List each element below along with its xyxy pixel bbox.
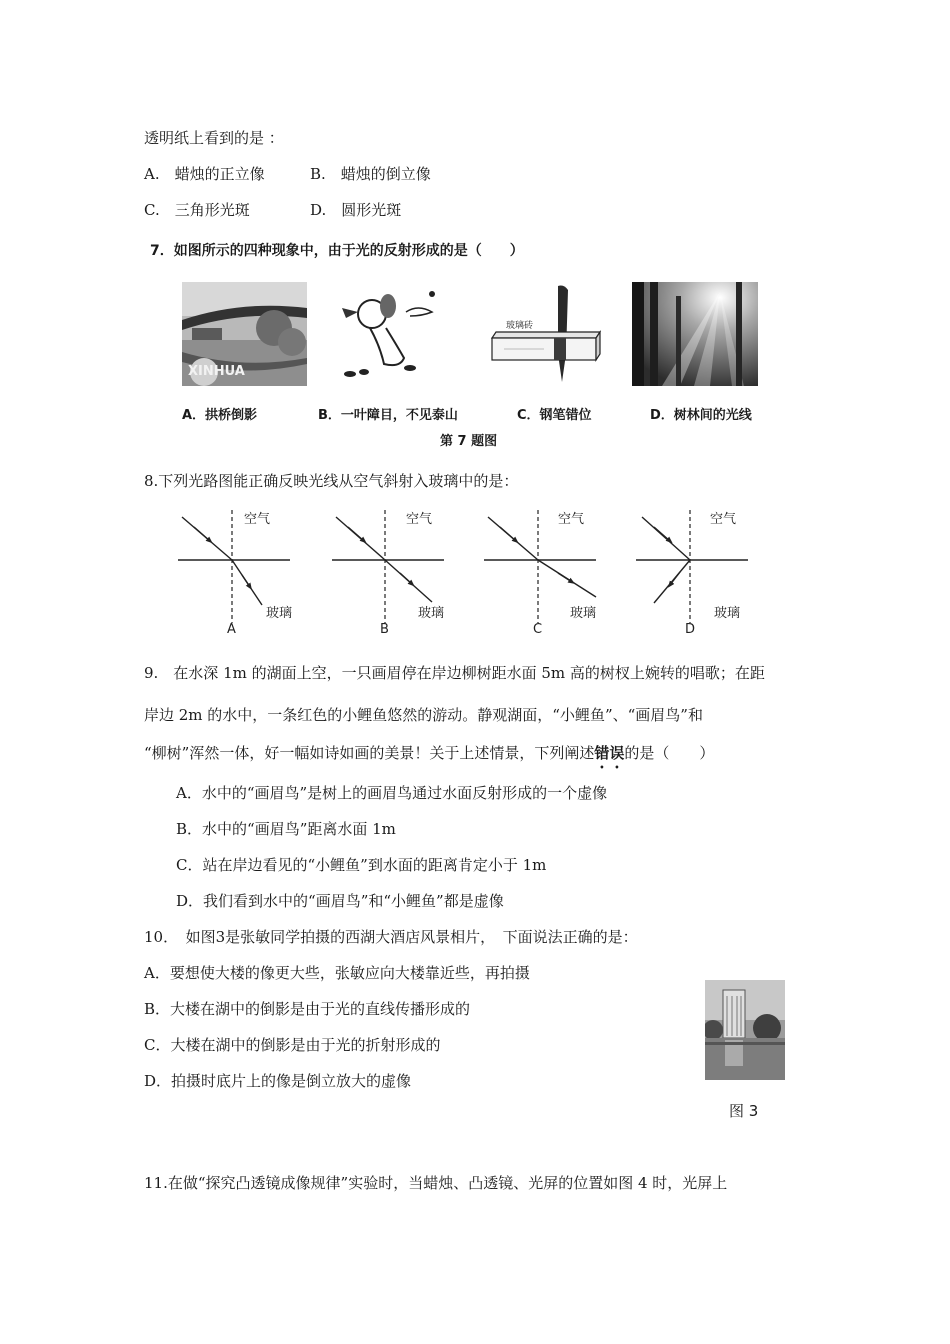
q6-option-c: C. 三角形光斑 xyxy=(144,201,250,219)
q7-caption-c: C．钢笔错位 xyxy=(517,408,592,423)
photo-watermark: XINHUA xyxy=(188,364,245,379)
q9-option-b: B．水中的“画眉鸟”距离水面 1m xyxy=(176,820,396,838)
q9-option-a: A．水中的“画眉鸟”是树上的画眉鸟通过水面反射形成的一个虚像 xyxy=(176,784,608,802)
q9-option-d: D．我们看到水中的“画眉鸟”和“小鲤鱼”都是虚像 xyxy=(176,892,504,910)
q7-stem: 7．如图所示的四种现象中，由于光的反射形成的是（ ） xyxy=(150,243,524,259)
q10-option-c: C．大楼在湖中的倒影是由于光的折射形成的 xyxy=(144,1036,441,1054)
q6-option-d: D. 圆形光斑 xyxy=(310,201,402,219)
leaf-cartoon-drawing xyxy=(330,284,450,388)
q10-stem: 10． 如图3是张敏同学拍摄的西湖大酒店风景相片， 下面说法正确的是： xyxy=(144,928,638,946)
diagram-a xyxy=(178,510,292,635)
q7-caption-a: A．拱桥倒影 xyxy=(182,408,258,423)
diagram-d xyxy=(636,510,748,635)
q7-caption-b: B．一叶障目，不见泰山 xyxy=(318,408,458,423)
glass-brick-label: 玻璃砖 xyxy=(506,321,534,331)
q7-figure-caption: 第 7 题图 xyxy=(440,434,498,449)
q9-line-3-start: “柳树”浑然一体，好一幅如诗如画的美景！关于上述情景，下列阐述 xyxy=(144,744,595,762)
q6-option-b: B. 蜡烛的倒立像 xyxy=(310,165,431,183)
q6-stem: 透明纸上看到的是 ： xyxy=(144,129,284,147)
q8-stem: 8.下列光路图能正确反映光线从空气斜射入玻璃中的是： xyxy=(144,472,519,490)
q9-line-2: 岸边 2m 的水中，一条红色的小鲤鱼悠然的游动。静观湖面，“小鲤鱼”、“画眉鸟”和 xyxy=(144,706,703,724)
q8-ray-diagrams xyxy=(170,505,790,635)
glass-label-b: 玻璃 xyxy=(418,606,445,621)
glass-label-c: 玻璃 xyxy=(570,606,597,621)
air-label-c: 空气 xyxy=(558,512,585,527)
glass-label-a: 玻璃 xyxy=(266,606,293,621)
forest-light-photo xyxy=(632,282,758,386)
bridge-reflection-photo xyxy=(182,282,307,386)
letter-c: C xyxy=(533,622,543,635)
q11-stem: 11.在做“探究凸透镜成像规律”实验时，当蜡烛、凸透镜、光屏的位置如图 4 时，光屏上 xyxy=(144,1174,728,1192)
air-label-b: 空气 xyxy=(406,512,433,527)
letter-b: B xyxy=(380,622,389,635)
air-label-d: 空气 xyxy=(710,512,737,527)
q9-line-3 xyxy=(144,742,714,772)
q9-emphasis-wrong: 错误 xyxy=(594,744,625,762)
q10-option-b: B．大楼在湖中的倒影是由于光的直线传播形成的 xyxy=(144,1000,471,1018)
diagram-b xyxy=(332,510,444,635)
q7-caption-d: D．树林间的光线 xyxy=(650,408,752,423)
pen-glass-drawing xyxy=(484,284,609,388)
q9-option-c: C．站在岸边看见的“小鲤鱼”到水面的距离肯定小于 1m xyxy=(176,856,547,874)
q9-line-3-end: 的是（ ） xyxy=(624,744,715,762)
q9-line-1: 9. 在水深 1m 的湖面上空，一只画眉停在岸边柳树距水面 5m 高的树杈上婉转的唱歌；在距 xyxy=(144,664,765,682)
glass-label-d: 玻璃 xyxy=(714,606,741,621)
q10-option-d: D．拍摄时底片上的像是倒立放大的虚像 xyxy=(144,1072,412,1090)
diagram-c xyxy=(484,510,596,635)
letter-d: D xyxy=(685,622,696,635)
hotel-lake-photo xyxy=(705,980,785,1080)
air-label-a: 空气 xyxy=(244,512,271,527)
q6-option-a: A. 蜡烛的正立像 xyxy=(144,165,265,183)
q10-option-a: A．要想使大楼的像更大些，张敏应向大楼靠近些，再拍摄 xyxy=(144,964,530,982)
letter-a: A xyxy=(227,622,236,635)
figure-3-caption: 图 3 xyxy=(729,1102,759,1120)
